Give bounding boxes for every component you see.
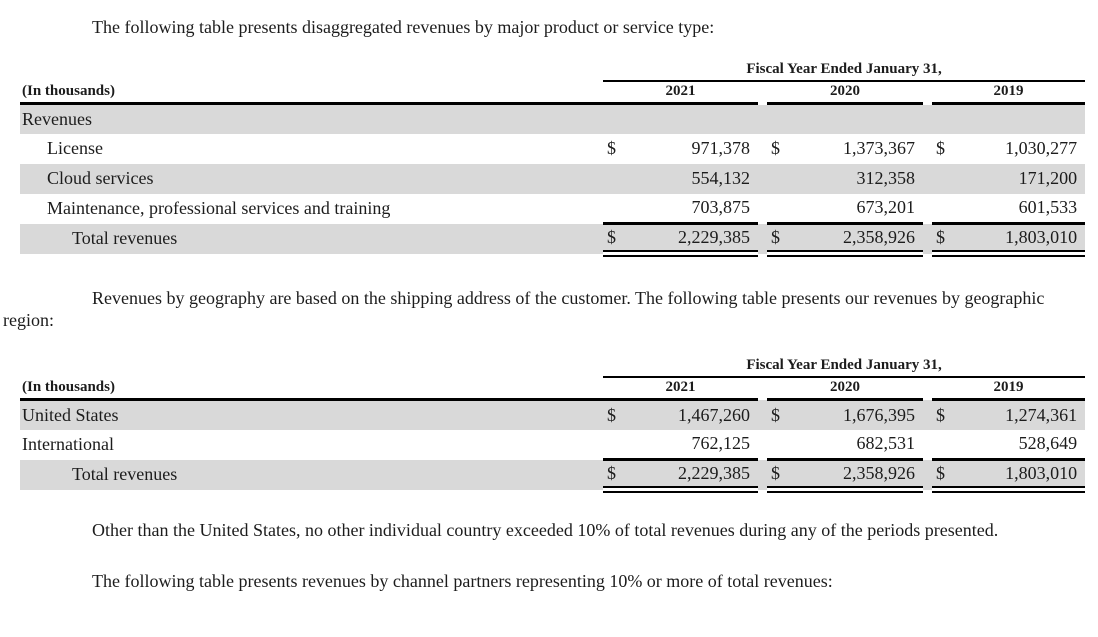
amount-cell: 673,201 xyxy=(797,194,923,224)
dollar-sign: $ xyxy=(932,400,962,430)
dollar-sign: $ xyxy=(936,138,945,158)
dollar-sign: $ xyxy=(771,138,780,158)
dollar-sign: $ xyxy=(767,224,797,254)
intro-paragraph: The following table presents disaggregated revenues by major product or service type: xyxy=(92,17,715,37)
table-row-total-revenues xyxy=(20,224,1085,254)
gap-cell xyxy=(758,81,767,104)
amount-cell: 1,803,010 xyxy=(962,460,1085,490)
dollar-cell-empty xyxy=(767,164,797,194)
table-row-international xyxy=(20,430,1085,460)
row-label: Total revenues xyxy=(20,460,603,490)
gap-cell xyxy=(923,134,932,164)
gap-cell xyxy=(923,164,932,194)
row-label: Revenues xyxy=(20,104,603,134)
amount-cell: 2,229,385 xyxy=(633,224,758,254)
amount-cell: 762,125 xyxy=(633,430,758,460)
dollar-sign: $ xyxy=(607,138,616,158)
amount-cell: 682,531 xyxy=(797,430,923,460)
gap-cell xyxy=(758,134,767,164)
dollar-cell-empty xyxy=(932,430,962,460)
gap-cell xyxy=(923,430,932,460)
amount-cell: 312,358 xyxy=(797,164,923,194)
gap-cell xyxy=(758,377,767,400)
gap-cell xyxy=(923,377,932,400)
dollar-sign: $ xyxy=(932,224,962,254)
amount-cell: 1,030,277 xyxy=(1005,138,1078,158)
concentration-paragraph: Other than the United States, no other individual country exceeded 10% of total revenues during any of the periods presented. xyxy=(92,520,999,540)
gap-cell xyxy=(758,430,767,460)
table-row-total-revenues xyxy=(20,460,1085,490)
amount-cell: 601,533 xyxy=(962,194,1085,224)
year-header-2021: 2021 xyxy=(603,81,758,104)
row-label: Total revenues xyxy=(20,224,603,254)
dollar-cell-empty xyxy=(932,194,962,224)
amount-cell: 554,132 xyxy=(633,164,758,194)
spacer-cell xyxy=(20,354,603,377)
amount-cell: 1,803,010 xyxy=(962,224,1085,254)
year-header-2019: 2019 xyxy=(932,377,1085,400)
dollar-cell-empty xyxy=(603,430,633,460)
table-row-license xyxy=(20,134,1085,164)
amount-cell: 971,378 xyxy=(691,138,750,158)
year-header-2021: 2021 xyxy=(603,377,758,400)
row-label: License xyxy=(47,138,103,158)
row-label: United States xyxy=(20,400,603,430)
table-span-header-row xyxy=(20,58,1085,81)
gap-cell xyxy=(923,224,932,254)
in-thousands-label: (In thousands) xyxy=(20,81,603,104)
year-header-2020: 2020 xyxy=(767,81,923,104)
amount-cell: 1,274,361 xyxy=(962,400,1085,430)
gap-cell xyxy=(923,81,932,104)
table-year-header-row xyxy=(20,81,1085,104)
fiscal-year-span-header: Fiscal Year Ended January 31, xyxy=(603,354,1085,377)
table-row-united-states xyxy=(20,400,1085,430)
row-label: Cloud services xyxy=(20,164,603,194)
table-year-header-row xyxy=(20,377,1085,400)
gap-cell xyxy=(923,194,932,224)
gap-cell xyxy=(923,460,932,490)
gap-cell xyxy=(758,224,767,254)
amount-cell: 1,467,260 xyxy=(633,400,758,430)
amount-cell: 528,649 xyxy=(962,430,1085,460)
year-header-2020: 2020 xyxy=(767,377,923,400)
in-thousands-label: (In thousands) xyxy=(20,377,603,400)
dollar-sign: $ xyxy=(603,460,633,490)
gap-cell xyxy=(758,164,767,194)
table-span-header-row xyxy=(20,354,1085,377)
channel-partners-paragraph: The following table presents revenues by channel partners representing 10% or more of total revenues: xyxy=(92,571,833,591)
dollar-cell-empty xyxy=(767,430,797,460)
revenue-by-geography-table xyxy=(20,354,1085,493)
amount-cell: 1,373,367 xyxy=(843,138,915,158)
fiscal-year-span-header: Fiscal Year Ended January 31, xyxy=(603,58,1085,81)
dollar-cell-empty xyxy=(603,194,633,224)
dollar-cell-empty xyxy=(767,194,797,224)
gap-cell xyxy=(758,400,767,430)
amount-cell: 1,676,395 xyxy=(797,400,923,430)
dollar-sign: $ xyxy=(932,460,962,490)
amount-cell: 703,875 xyxy=(633,194,758,224)
table-row-maintenance xyxy=(20,194,1085,224)
amount-cell: 2,358,926 xyxy=(797,460,923,490)
row-label: Maintenance, professional services and training xyxy=(47,198,391,218)
gap-cell xyxy=(758,194,767,224)
dollar-sign: $ xyxy=(767,400,797,430)
geography-paragraph: Revenues by geography are based on the shipping address of the customer. The following table presents our revenues by geographic region: xyxy=(3,288,1045,330)
dollar-sign: $ xyxy=(603,224,633,254)
amount-cell: 171,200 xyxy=(962,164,1085,194)
gap-cell xyxy=(923,400,932,430)
revenue-by-product-table xyxy=(20,58,1085,257)
dollar-sign: $ xyxy=(767,460,797,490)
gap-cell xyxy=(758,460,767,490)
table-row-cloud-services xyxy=(20,164,1085,194)
amount-cell: 2,358,926 xyxy=(797,224,923,254)
dollar-sign: $ xyxy=(603,400,633,430)
spacer-cell xyxy=(20,58,603,81)
dollar-cell-empty xyxy=(603,164,633,194)
year-header-2019: 2019 xyxy=(932,81,1085,104)
amount-cell: 2,229,385 xyxy=(633,460,758,490)
dollar-cell-empty xyxy=(932,164,962,194)
row-label: International xyxy=(22,434,114,454)
table-row-revenues xyxy=(20,104,1085,134)
empty-cells xyxy=(603,104,1085,134)
